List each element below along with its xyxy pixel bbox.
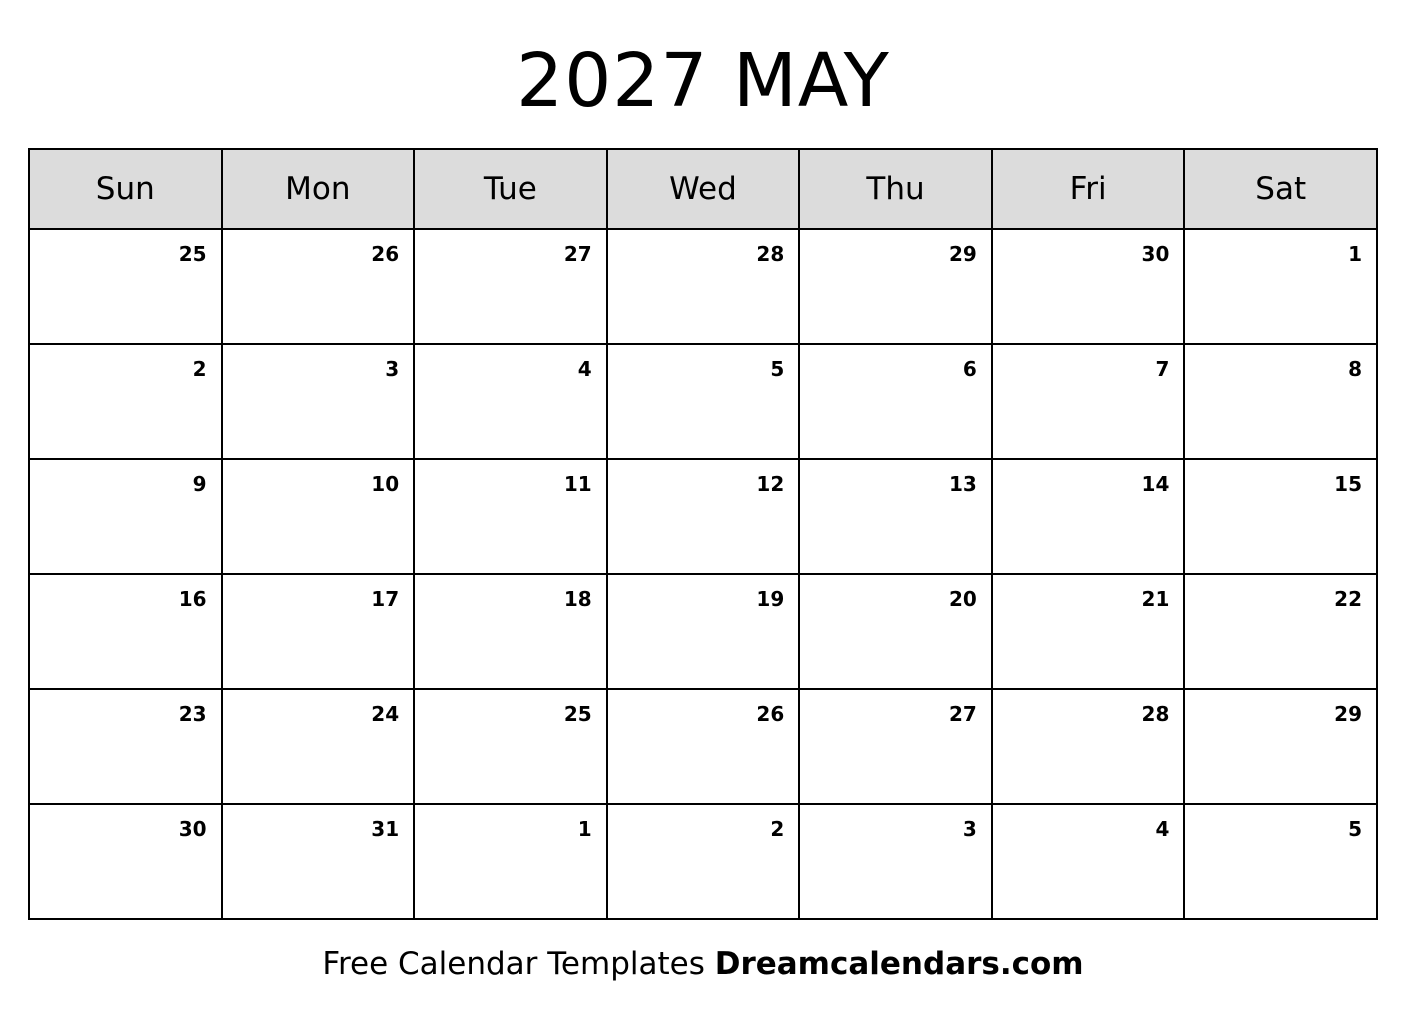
calendar-day-cell[interactable] <box>1184 689 1377 804</box>
calendar-week-row <box>29 804 1377 919</box>
calendar-day-cell[interactable] <box>222 574 415 689</box>
day-number: 29 <box>948 242 977 266</box>
calendar-day-cell[interactable] <box>607 229 800 344</box>
calendar-day-cell[interactable] <box>414 804 607 919</box>
calendar-day-cell[interactable] <box>29 229 222 344</box>
weekday-header-sun: Sun <box>29 149 222 229</box>
footer <box>28 920 1378 982</box>
day-number: 4 <box>577 357 592 381</box>
calendar-day-cell[interactable] <box>607 344 800 459</box>
weekday-header-wed: Wed <box>607 149 800 229</box>
day-number: 5 <box>1348 817 1362 841</box>
calendar-grid <box>28 148 1378 920</box>
calendar-week-row <box>29 459 1377 574</box>
day-number: 29 <box>1334 702 1362 726</box>
day-number: 25 <box>563 702 592 726</box>
day-number: 20 <box>948 587 977 611</box>
day-number: 18 <box>563 587 592 611</box>
calendar-day-cell[interactable] <box>29 459 222 574</box>
calendar-day-cell[interactable] <box>29 804 222 919</box>
day-number: 27 <box>563 242 592 266</box>
calendar-day-cell[interactable] <box>607 574 800 689</box>
calendar-day-cell[interactable] <box>414 459 607 574</box>
day-number: 16 <box>178 587 207 611</box>
day-number: 26 <box>371 242 400 266</box>
day-number: 23 <box>178 702 207 726</box>
day-number: 14 <box>1141 472 1170 496</box>
calendar-day-cell[interactable] <box>29 574 222 689</box>
day-number: 28 <box>1141 702 1170 726</box>
calendar-day-cell[interactable] <box>414 344 607 459</box>
footer-brand-link[interactable]: Dreamcalendars.com <box>714 946 1084 982</box>
weekday-header-fri: Fri <box>992 149 1185 229</box>
calendar-day-cell[interactable] <box>799 459 992 574</box>
day-number: 1 <box>1348 242 1362 266</box>
calendar-day-cell[interactable] <box>222 344 415 459</box>
calendar-day-cell[interactable] <box>992 804 1185 919</box>
day-number: 4 <box>1155 817 1170 841</box>
calendar-day-cell[interactable] <box>799 689 992 804</box>
day-number: 12 <box>756 472 785 496</box>
calendar-day-cell[interactable] <box>992 344 1185 459</box>
calendar-day-cell[interactable] <box>992 459 1185 574</box>
calendar-week-row <box>29 574 1377 689</box>
day-number: 28 <box>756 242 785 266</box>
day-number: 8 <box>1348 357 1362 381</box>
calendar-day-cell[interactable] <box>992 574 1185 689</box>
calendar-day-cell[interactable] <box>799 344 992 459</box>
day-number: 1 <box>577 817 592 841</box>
calendar-day-cell[interactable] <box>607 459 800 574</box>
calendar-day-cell[interactable] <box>607 804 800 919</box>
day-number: 22 <box>1334 587 1362 611</box>
page-title: 2027 MAY <box>516 38 890 124</box>
calendar-day-cell[interactable] <box>607 689 800 804</box>
calendar-day-cell[interactable] <box>1184 459 1377 574</box>
day-number: 2 <box>770 817 785 841</box>
day-number: 10 <box>371 472 400 496</box>
calendar-day-cell[interactable] <box>992 229 1185 344</box>
day-number: 26 <box>756 702 785 726</box>
calendar-day-cell[interactable] <box>1184 804 1377 919</box>
calendar-week-row <box>29 229 1377 344</box>
footer-free-text: Free Calendar Templates <box>322 946 715 982</box>
calendar-day-cell[interactable] <box>29 689 222 804</box>
calendar-day-cell[interactable] <box>414 574 607 689</box>
day-number: 2 <box>192 357 207 381</box>
calendar-day-cell[interactable] <box>414 229 607 344</box>
day-number: 19 <box>756 587 785 611</box>
day-number: 25 <box>178 242 207 266</box>
calendar-day-cell[interactable] <box>222 459 415 574</box>
calendar-week-row <box>29 344 1377 459</box>
calendar-day-cell[interactable] <box>1184 344 1377 459</box>
day-number: 11 <box>563 472 592 496</box>
day-number: 21 <box>1141 587 1170 611</box>
calendar-day-cell[interactable] <box>799 574 992 689</box>
calendar-day-cell[interactable] <box>992 689 1185 804</box>
day-number: 3 <box>962 817 977 841</box>
weekday-header-thu: Thu <box>799 149 992 229</box>
calendar-header-row <box>29 149 1377 229</box>
day-number: 3 <box>385 357 400 381</box>
weekday-header-mon: Mon <box>222 149 415 229</box>
calendar-day-cell[interactable] <box>222 229 415 344</box>
day-number: 24 <box>371 702 400 726</box>
day-number: 30 <box>1141 242 1170 266</box>
calendar-day-cell[interactable] <box>29 344 222 459</box>
day-number: 30 <box>178 817 207 841</box>
calendar-week-row <box>29 689 1377 804</box>
day-number: 27 <box>948 702 977 726</box>
calendar-day-cell[interactable] <box>799 804 992 919</box>
calendar-day-cell[interactable] <box>222 689 415 804</box>
calendar-day-cell[interactable] <box>222 804 415 919</box>
day-number: 31 <box>371 817 400 841</box>
day-number: 6 <box>962 357 977 381</box>
calendar-day-cell[interactable] <box>1184 574 1377 689</box>
day-number: 5 <box>770 357 785 381</box>
calendar-day-cell[interactable] <box>414 689 607 804</box>
day-number: 7 <box>1155 357 1170 381</box>
day-number: 13 <box>948 472 977 496</box>
weekday-header-sat: Sat <box>1184 149 1377 229</box>
weekday-header-tue: Tue <box>414 149 607 229</box>
calendar-day-cell[interactable] <box>1184 229 1377 344</box>
calendar-day-cell[interactable] <box>799 229 992 344</box>
day-number: 9 <box>192 472 207 496</box>
day-number: 15 <box>1334 472 1362 496</box>
day-number: 17 <box>371 587 400 611</box>
